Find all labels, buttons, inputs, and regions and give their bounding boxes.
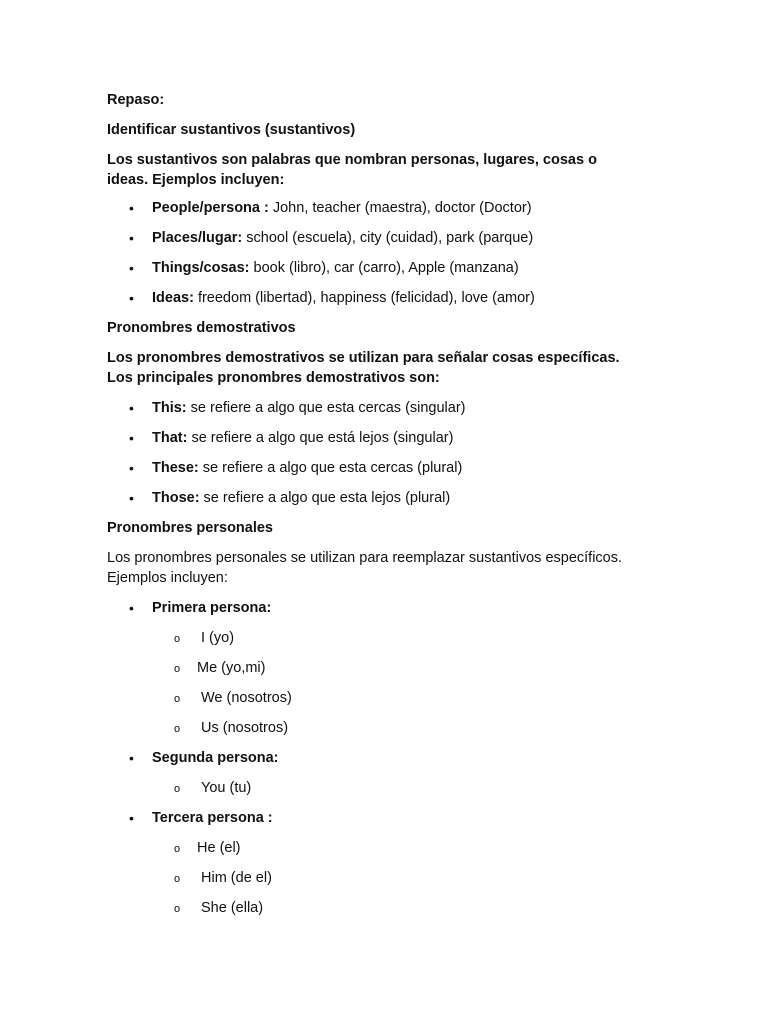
sub-bullet-icon: o [174,873,181,885]
sub-bullet-icon: o [174,723,181,735]
sub-item-text: Us (nosotros) [201,720,289,736]
document-page [107,90,667,928]
item-label: Those: [152,490,200,506]
bullet-icon: • [129,490,134,506]
list-item-group [107,748,667,778]
item-text: John, teacher (maestra), doctor (Doctor) [268,200,532,216]
item-text: se refiere a algo que esta cercas (plural) [198,460,463,476]
list-item [107,488,667,518]
list-item-group [107,598,667,628]
sub-list-item [107,868,667,898]
sub-list-item [107,778,667,808]
sub-bullet-icon: o [174,633,181,645]
bullet-icon: • [129,750,134,766]
item-label: Ideas: [152,290,194,306]
item-label: Places/lugar: [152,230,243,246]
group-label: Segunda persona: [152,750,279,766]
item-text: se refiere a algo que esta cercas (singular) [186,400,466,416]
item-label: These: [152,460,199,476]
bullet-icon: • [129,400,134,416]
sub-bullet-icon: o [174,783,181,795]
item-label: People/persona : [152,200,269,216]
sub-list-item [107,898,667,928]
list-item [107,428,667,458]
bullet-icon: • [129,460,134,476]
sub-item-text: I (yo) [201,630,235,646]
bullet-icon: • [129,290,134,306]
sub-bullet-icon: o [174,693,181,705]
list-item [107,458,667,488]
section-intro-line: ideas. Ejemplos incluyen: [107,172,285,188]
sub-item-text: You (tu) [201,780,252,796]
bullet-icon: • [129,230,134,246]
list-item [107,258,667,288]
section-intro-line: Los principales pronombres demostrativos son: [107,370,440,386]
doc-title: Repaso: [107,92,165,108]
section-heading-personales: Pronombres personales [107,520,273,536]
bullet-icon: • [129,260,134,276]
item-text: se refiere a algo que esta lejos (plural) [199,490,451,506]
sub-bullet-icon: o [174,843,181,855]
item-label: Things/cosas: [152,260,250,276]
list-item [107,398,667,428]
section-heading-demostrativos: Pronombres demostrativos [107,320,296,336]
sub-list-item [107,718,667,748]
section-intro-line: Ejemplos incluyen: [107,570,228,586]
item-text: se refiere a algo que está lejos (singular) [187,430,454,446]
item-text: book (libro), car (carro), Apple (manzana) [249,260,519,276]
bullet-icon: • [129,200,134,216]
bullet-icon: • [129,430,134,446]
section-intro-line: Los pronombres demostrativos se utilizan para señalar cosas específicas. [107,350,620,366]
section-heading-sustantivos: Identificar sustantivos (sustantivos) [107,122,356,138]
group-label: Tercera persona : [152,810,273,826]
bullet-icon: • [129,600,134,616]
section-intro-line: Los sustantivos son palabras que nombran personas, lugares, cosas o [107,152,597,168]
list-item [107,198,667,228]
sub-list-item [107,688,667,718]
item-text: school (escuela), city (cuidad), park (parque) [242,230,534,246]
section-intro-line: Los pronombres personales se utilizan para reemplazar sustantivos específicos. [107,550,623,566]
sub-item-text: She (ella) [201,900,264,916]
item-label: That: [152,430,188,446]
list-item-group [107,808,667,838]
sub-item-text: We (nosotros) [201,690,292,706]
sub-item-text: He (el) [197,840,241,856]
group-label: Primera persona: [152,600,272,616]
list-item [107,288,667,318]
item-text: freedom (libertad), happiness (felicidad), love (amor) [193,290,535,306]
item-label: This: [152,400,187,416]
sub-item-text: Me (yo,mi) [197,660,266,676]
bullet-icon: • [129,810,134,826]
sub-bullet-icon: o [174,903,181,915]
sub-bullet-icon: o [174,663,181,675]
sub-list-item [107,628,667,658]
sub-list-item [107,838,667,868]
sub-list-item [107,658,667,688]
list-item [107,228,667,258]
sub-item-text: Him (de el) [201,870,272,886]
